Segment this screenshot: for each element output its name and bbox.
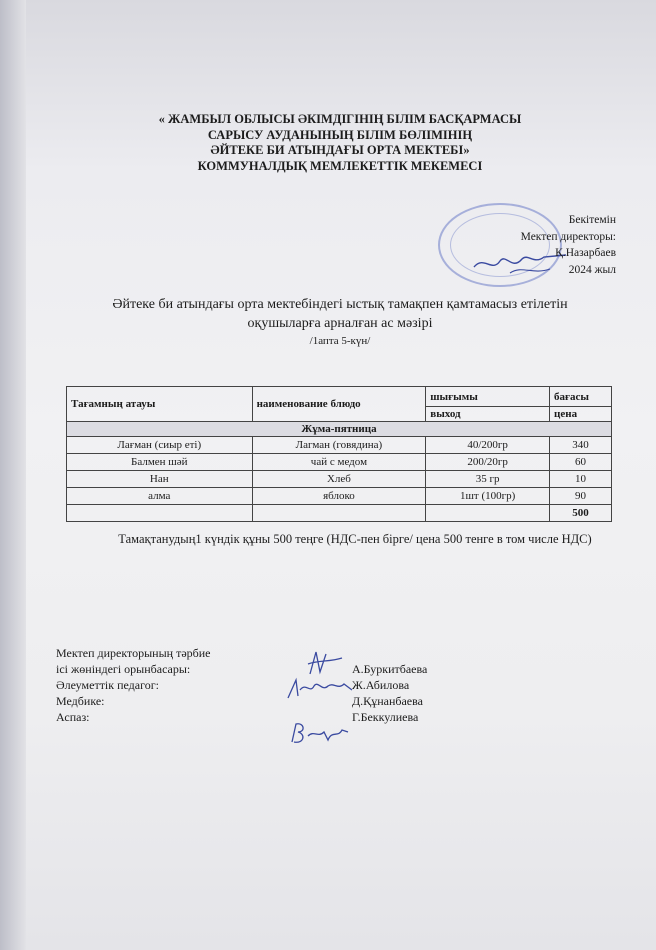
school-header: [120, 112, 560, 174]
dish-name-ru: чай с медом: [252, 454, 426, 471]
table-row: [67, 437, 612, 454]
dish-name-kz: Нан: [67, 471, 253, 488]
table-header-row: [67, 387, 612, 407]
header-yield-kz: шығымы: [426, 387, 550, 407]
title-subtitle: /1апта 5-күн/: [309, 335, 371, 347]
approval-line-3: Қ.Назарбаев: [555, 247, 616, 259]
header-yield-ru: выход: [426, 407, 550, 422]
header-line-2: САРЫСУ АУДАНЫНЫҢ БІЛІМ БӨЛІМІНІҢ: [207, 127, 473, 142]
pedagogue-signature: [284, 676, 356, 702]
deputy-signature: [300, 648, 350, 678]
signature-role: Мектеп директорының тәрбие: [56, 646, 211, 660]
table-row: [67, 471, 612, 488]
dish-name-ru: яблоко: [252, 488, 426, 505]
dish-yield: 1шт (100гр): [426, 488, 550, 505]
approval-line-4: 2024 жыл: [568, 263, 616, 276]
table-row: [67, 454, 612, 471]
dish-name-ru: Лагман (говядина): [252, 437, 426, 454]
dish-price: 90: [550, 488, 612, 505]
approval-line-1: Бекітемін: [568, 214, 616, 226]
dish-yield: 200/20гр: [426, 454, 550, 471]
table-row: [67, 488, 612, 505]
title-line-2: оқушыларға арналған ас мәзірі: [247, 316, 433, 331]
page-edge-shadow: [0, 0, 26, 950]
header-name-kz: Тағамның атауы: [67, 387, 253, 422]
signature-role: Әлеуметтік педагог:: [56, 678, 159, 692]
header-price-kz: бағасы: [550, 387, 612, 407]
signature-role: Аспаз:: [56, 710, 90, 724]
cook-signature: [286, 720, 354, 746]
approval-line-2: Мектеп директоры:: [520, 230, 616, 243]
header-line-4: КОММУНАЛДЫҚ МЕМЛЕКЕТТІК МЕКЕМЕСІ: [197, 158, 483, 173]
dish-name-kz: алма: [67, 488, 253, 505]
dish-yield: 40/200гр: [426, 437, 550, 454]
signature-name: Г.Беккулиева: [352, 710, 419, 724]
menu-table: [66, 386, 612, 522]
signature-name: Д.Құнанбаева: [352, 694, 423, 708]
header-price-ru: цена: [550, 407, 612, 422]
title-line-1: Әйтеке би атындағы орта мектебіндегі ыстық тамақпен қамтамасыз етілетін: [112, 297, 568, 312]
header-line-3: ӘЙТЕКЕ БИ АТЫНДАҒЫ ОРТА МЕКТЕБІ»: [210, 143, 470, 157]
signature-name: Ж.Абилова: [352, 678, 410, 692]
signature-name: А.Буркитбаева: [352, 662, 428, 676]
signature-role: ісі жөніндегі орынбасары:: [56, 662, 191, 676]
dish-price: 340: [550, 437, 612, 454]
total-price: 500: [550, 505, 612, 522]
dish-name-kz: Лағман (сиыр еті): [67, 437, 253, 454]
signature-row: [56, 661, 536, 677]
header-line-1: « ЖАМБЫЛ ОБЛЫСЫ ӘКІМДІГІНІҢ БІЛІМ БАСҚАРМАСЫ: [158, 112, 522, 126]
dish-price: 60: [550, 454, 612, 471]
daily-cost-note: Тамақтанудың1 күндік құны 500 теңге (НДС-пен бірге/ цена 500 тенге в том числе НДС): [118, 532, 592, 546]
dish-yield: 35 гр: [426, 471, 550, 488]
total-row: [67, 505, 612, 522]
signature-role: Медбике:: [56, 694, 105, 708]
header-name-ru: наименование блюдо: [252, 387, 426, 422]
dish-price: 10: [550, 471, 612, 488]
day-row: [67, 422, 612, 437]
dish-name-ru: Хлеб: [252, 471, 426, 488]
approval-block: [470, 212, 616, 278]
signature-row: [56, 645, 536, 661]
dish-name-kz: Балмен шәй: [67, 454, 253, 471]
menu-title: [60, 295, 620, 350]
day-label: Жұма-пятница: [67, 422, 612, 437]
